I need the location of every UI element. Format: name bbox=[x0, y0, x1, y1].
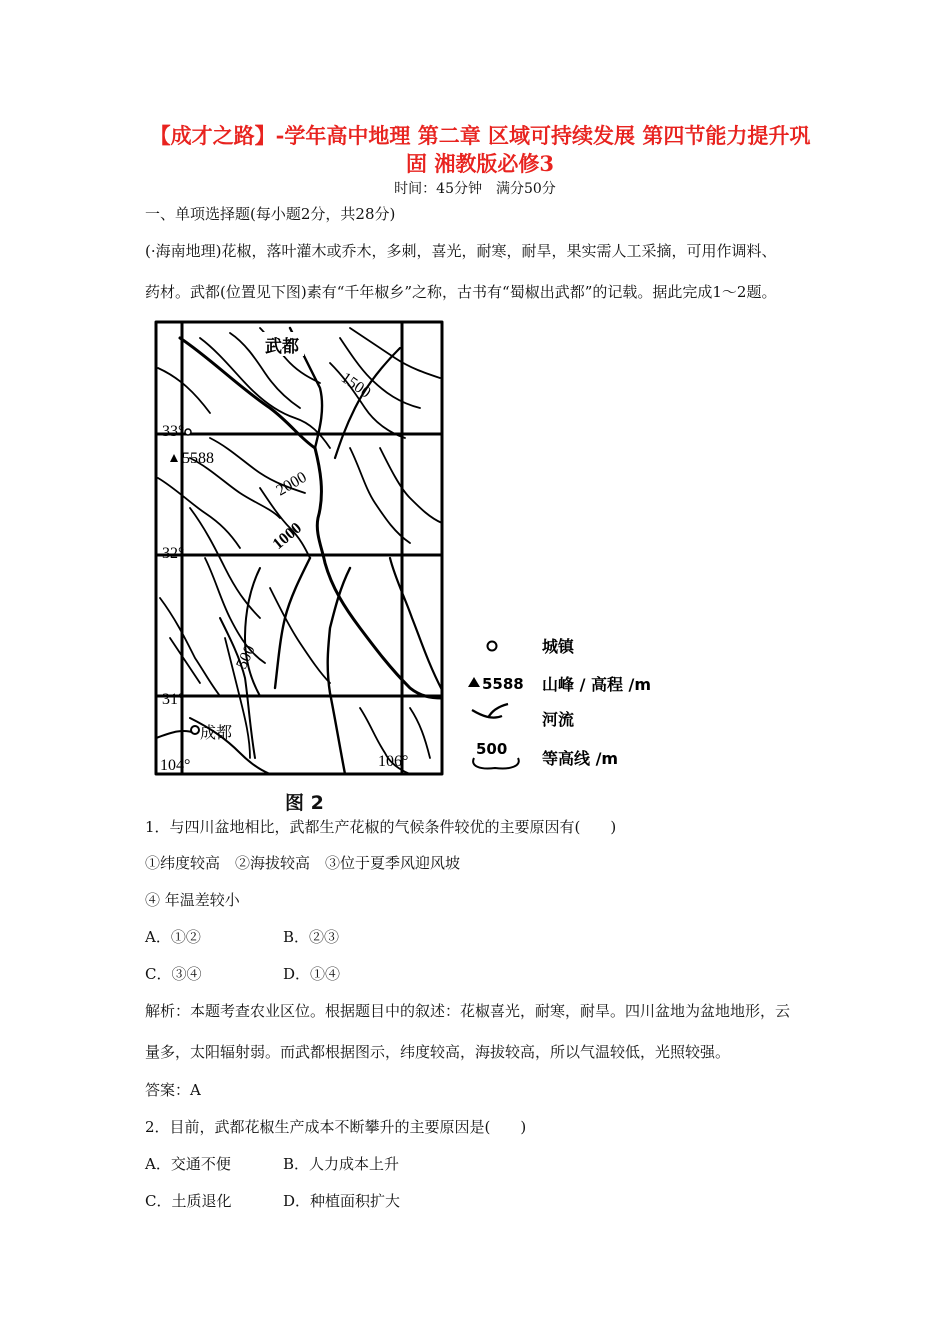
question-1-items-line-1: ①纬度较高 ②海拔较高 ③位于夏季风迎风坡 bbox=[145, 854, 461, 872]
question-1-option-c: C．③④ bbox=[145, 965, 202, 983]
section-heading: 一、单项选择题(每小题2分，共28分) bbox=[145, 205, 396, 223]
map-frame bbox=[156, 322, 442, 774]
intro-text-line-2: 药材。武都(位置见下图)素有“千年椒乡”之称，古书有“蜀椒出武都”的记载。据此完成1～2题。 bbox=[145, 283, 777, 301]
legend-peak-value: 5588 bbox=[482, 675, 524, 693]
time-score-info: 时间：45分钟 满分50分 bbox=[394, 181, 556, 197]
document-title-line-2: 固 湘教版必修3 bbox=[406, 151, 554, 176]
contour-label-2000: 2000 bbox=[273, 468, 310, 500]
intro-text-line-1: (·海南地理)花椒，落叶灌木或乔木，多刺，喜光，耐寒，耐旱，果实需人工采摘，可用作调料、 bbox=[145, 242, 777, 260]
latitude-label-31: 31° bbox=[162, 691, 185, 708]
longitude-label-106: 106° bbox=[378, 753, 409, 770]
contour-label-1500: 1500 bbox=[337, 369, 374, 402]
map-legend bbox=[468, 637, 651, 769]
question-1-option-d: D．①④ bbox=[283, 965, 341, 983]
legend-contour-label: 等高线 /m bbox=[542, 749, 619, 768]
question-1-option-a: A．①② bbox=[145, 928, 201, 946]
legend-town-icon bbox=[488, 642, 497, 651]
legend-peak-label: 山峰 / 高程 /m bbox=[542, 675, 652, 694]
question-2-option-b: B．人力成本上升 bbox=[283, 1155, 400, 1173]
question-2-option-a: A．交通不便 bbox=[145, 1155, 231, 1173]
question-1-analysis-line-1: 解析：本题考查农业区位。根据题目中的叙述：花椒喜光，耐寒，耐旱。四川盆地为盆地地形，云 bbox=[145, 1002, 791, 1020]
latitude-label-32: 32° bbox=[162, 545, 185, 562]
question-2-stem: 2．目前，武都花椒生产成本不断攀升的主要原因是( ) bbox=[145, 1118, 527, 1136]
legend-contour-value: 500 bbox=[476, 740, 508, 758]
legend-river-icon bbox=[472, 704, 508, 718]
legend-contour-icon bbox=[473, 758, 519, 769]
longitude-label-104: 104° bbox=[160, 757, 191, 774]
peak-elevation-label: 5588 bbox=[182, 450, 214, 467]
contour-label-500: 500 bbox=[233, 642, 259, 672]
contour-label-1000: 1000 bbox=[269, 519, 306, 554]
document-title-line-1: 【成才之路】-学年高中地理 第二章 区域可持续发展 第四节能力提升巩 bbox=[149, 123, 811, 148]
figure-caption: 图 2 bbox=[285, 792, 324, 814]
legend-peak-icon bbox=[468, 677, 480, 687]
wudu-label: 武都 bbox=[265, 337, 299, 356]
legend-river-label: 河流 bbox=[542, 710, 575, 729]
question-1-option-b: B．②③ bbox=[283, 928, 340, 946]
question-1-items-line-2: ④ 年温差较小 bbox=[145, 891, 240, 909]
chengdu-town-marker bbox=[191, 726, 199, 734]
question-2-option-c: C．土质退化 bbox=[145, 1192, 232, 1210]
legend-town-label: 城镇 bbox=[542, 637, 575, 656]
mountain-peak-marker bbox=[170, 454, 178, 462]
chengdu-label: 成都 bbox=[200, 725, 233, 742]
question-1-analysis-line-2: 量多，太阳辐射弱。而武都根据图示，纬度较高，海拔较高，所以气温较低，光照较强。 bbox=[145, 1043, 731, 1061]
question-1-stem: 1．与四川盆地相比，武都生产花椒的气候条件较优的主要原因有( ) bbox=[145, 818, 617, 836]
question-2-option-d: D．种植面积扩大 bbox=[283, 1192, 401, 1210]
latitude-label-33: 33° bbox=[162, 423, 185, 440]
question-1-answer: 答案：A bbox=[145, 1081, 201, 1099]
topographic-map-figure bbox=[150, 318, 670, 778]
